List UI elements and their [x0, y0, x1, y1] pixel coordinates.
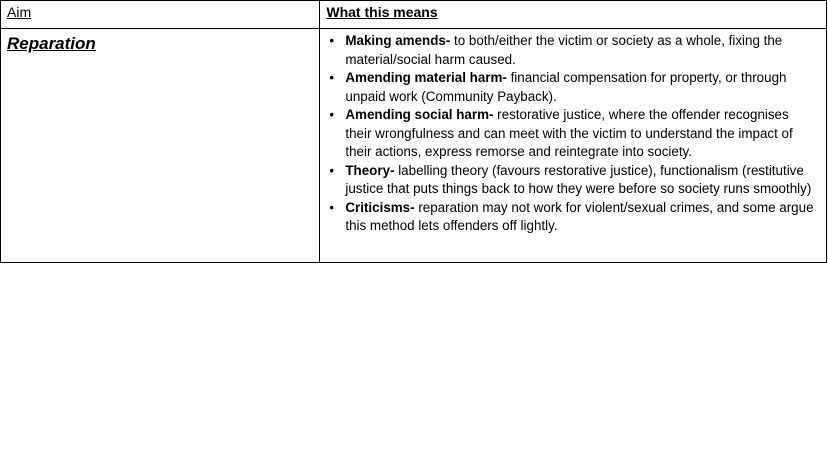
point-text: reparation may not work for violent/sexual crimes, and some argue this method lets offenders off lightly. — [345, 199, 814, 233]
point-text: labelling theory (favours restorative justice), functionalism (restitutive justice that puts things back to how they were before so society runs smoothly) — [345, 162, 812, 196]
header-aim-label: Aim — [7, 4, 32, 20]
point-term: Amending social harm- — [345, 107, 494, 122]
header-what-this-means — [320, 1, 827, 29]
header-means-label: What this means — [326, 4, 438, 20]
means-cell — [320, 29, 827, 263]
points-list — [325, 32, 818, 236]
aim-title: Reparation — [7, 34, 96, 53]
header-aim — [1, 1, 320, 29]
list-item — [325, 106, 818, 162]
point-text: financial compensation for property, or through unpaid work (Community Payback). — [345, 70, 787, 104]
point-term: Theory- — [345, 162, 395, 178]
list-item — [325, 69, 818, 106]
point-text: restorative justice, where the offender recognises their wrongfulness and can meet with the victim to understand the impact of their actions, express remorse and reintegrate into society. — [345, 107, 793, 159]
bullet-icon: • — [329, 107, 335, 122]
list-item — [325, 199, 818, 236]
list-item — [325, 32, 818, 69]
list-item — [325, 162, 818, 199]
aim-cell — [1, 29, 320, 263]
bullet-icon: • — [329, 70, 335, 85]
table-row — [1, 29, 827, 263]
bullet-icon: • — [329, 162, 335, 178]
header-row — [1, 1, 827, 29]
point-term: Making amends- — [345, 33, 451, 48]
point-text: to both/either the victim or society as a whole, fixing the material/social harm caused. — [345, 33, 783, 67]
bullet-icon: • — [329, 33, 335, 48]
point-term: Amending material harm- — [345, 70, 507, 85]
point-term: Criticisms- — [345, 199, 415, 215]
bullet-icon: • — [329, 199, 335, 215]
